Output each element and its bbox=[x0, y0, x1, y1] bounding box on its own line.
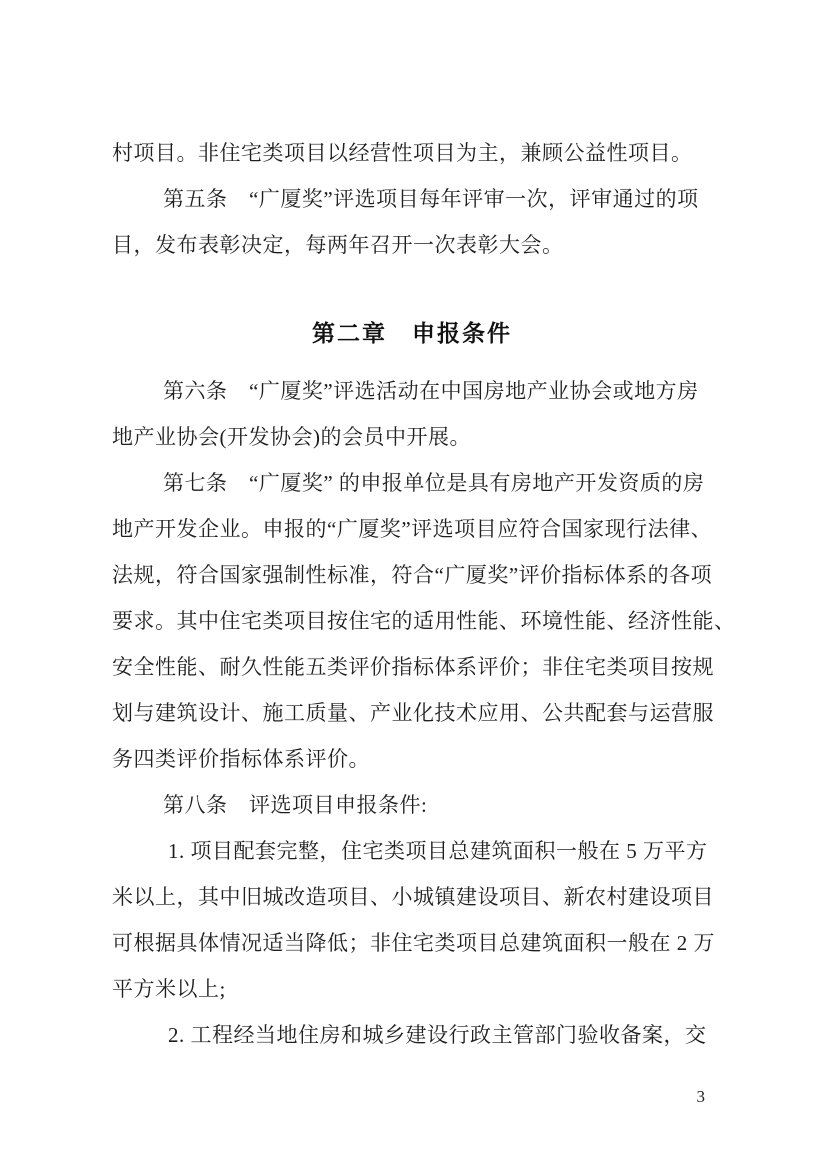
text-line: 要求。其中住宅类项目按住宅的适用性能、环境性能、经济性能、 bbox=[112, 609, 736, 633]
text-line: 务四类评价指标体系评价。 bbox=[112, 747, 370, 771]
text-line: 平方米以上; bbox=[112, 977, 226, 1001]
text-line: 2. 工程经当地住房和城乡建设行政主管部门验收备案，交 bbox=[168, 1023, 707, 1047]
text-line: 1. 项目配套完整，住宅类项目总建筑面积一般在 5 万平方 bbox=[168, 839, 708, 863]
text-line: 米以上，其中旧城改造项目、小城镇建设项目、新农村建设项目 bbox=[112, 885, 714, 909]
text-line: 划与建筑设计、施工质量、产业化技术应用、公共配套与运营服 bbox=[112, 701, 714, 725]
text-line: 目，发布表彰决定，每两年召开一次表彰大会。 bbox=[112, 233, 564, 257]
chapter-heading: 第二章 申报条件 bbox=[312, 320, 512, 346]
text-line: 法规，符合国家强制性标准，符合“广厦奖”评价指标体系的各项 bbox=[112, 563, 713, 587]
text-line: 第八条 评选项目申报条件: bbox=[163, 793, 428, 817]
text-line: 第七条 “广厦奖” 的申报单位是具有房地产开发资质的房 bbox=[163, 471, 705, 495]
text-line: 可根据具体情况适当降低；非住宅类项目总建筑面积一般在 2 万 bbox=[112, 931, 715, 955]
text-line: 第六条 “广厦奖”评选活动在中国房地产业协会或地方房 bbox=[163, 379, 699, 403]
text-line: 地产业协会(开发协会)的会员中开展。 bbox=[112, 425, 471, 449]
text-line: 地产开发企业。申报的“广厦奖”评选项目应符合国家现行法律、 bbox=[112, 517, 713, 541]
text-line: 第五条 “广厦奖”评选项目每年评审一次，评审通过的项 bbox=[163, 187, 699, 211]
document-content bbox=[112, 130, 736, 1058]
text-line: 安全性能、耐久性能五类评价指标体系评价；非住宅类项目按规 bbox=[112, 655, 714, 679]
page-number: 3 bbox=[696, 1087, 705, 1106]
text-line: 村项目。非住宅类项目以经营性项目为主，兼顾公益性项目。 bbox=[112, 141, 693, 165]
